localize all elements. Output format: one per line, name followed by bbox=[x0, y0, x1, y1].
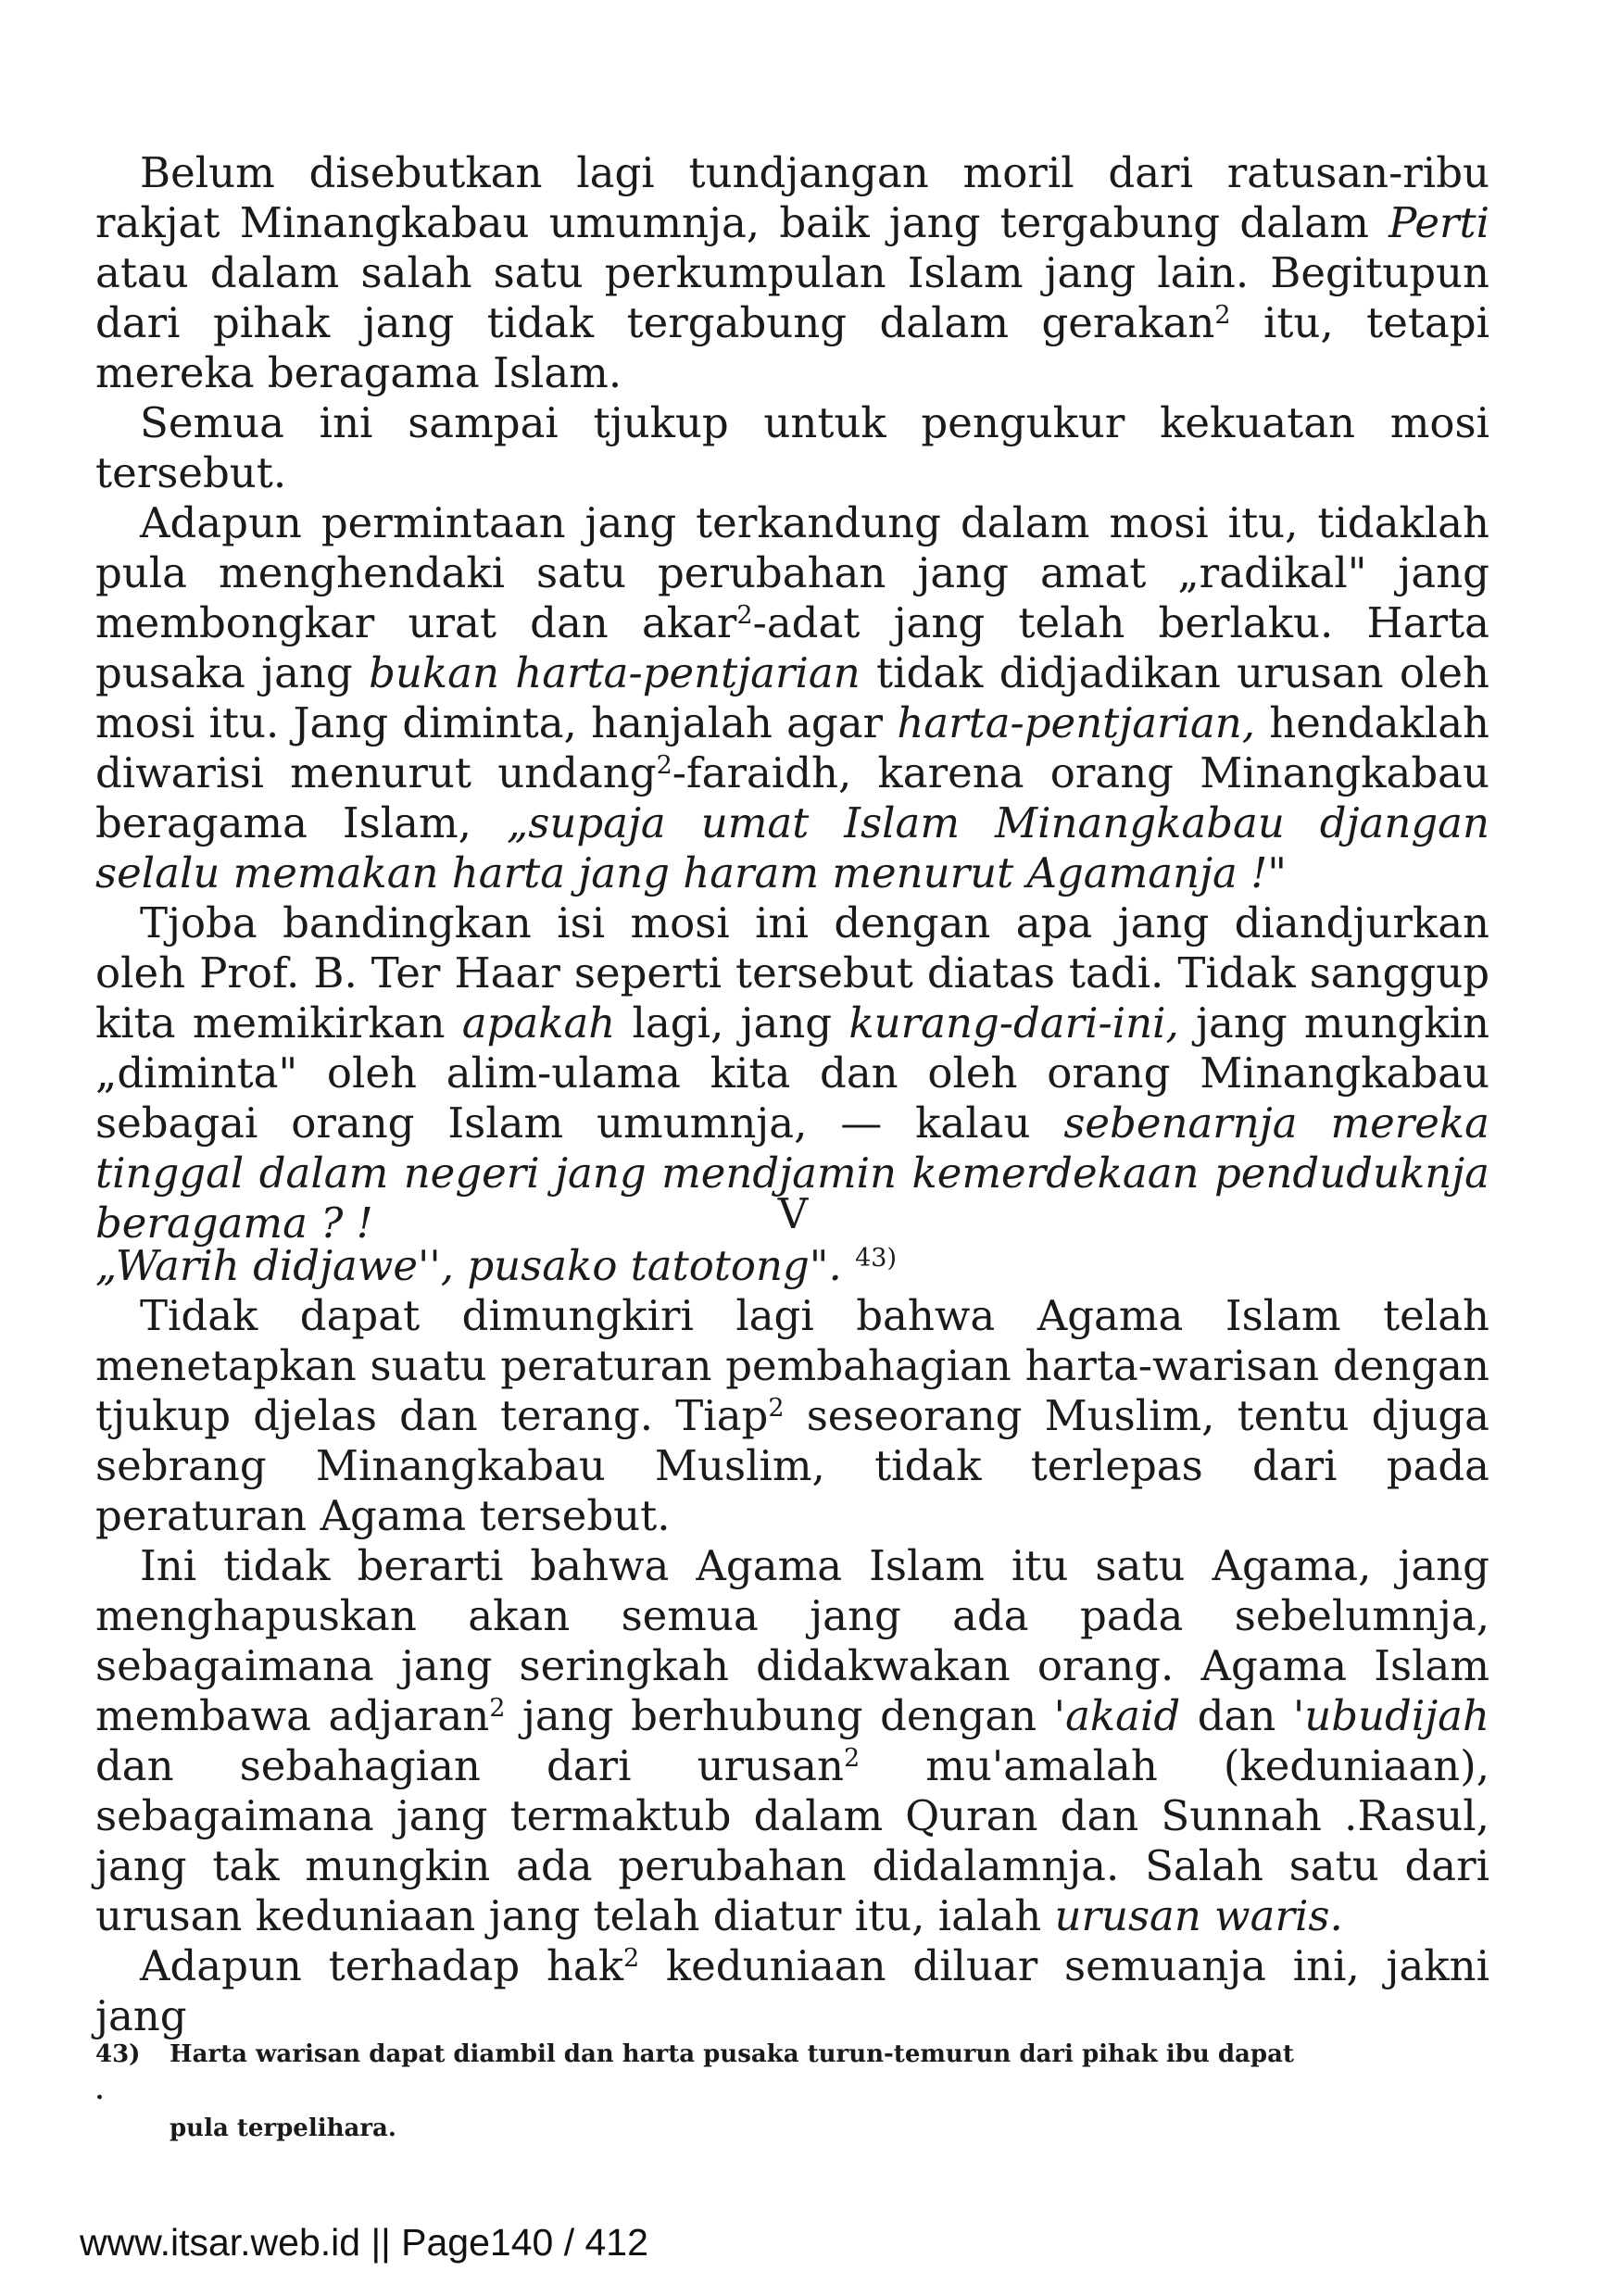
section-subtitle: „Warih didjawe'', pusako tatotong". $^{43)}$ bbox=[95, 1241, 897, 1290]
paragraph-3: Adapun permintaan jang terkandung dalam mosi itu, tidaklah pula menghendaki satu perubahan jang amat „radikal" jang membongkar urat dan akar$^2$-adat jang telah berlaku. Harta pusaka jang bukan harta-pentjarian tidak didjadikan urusan oleh mosi itu. Jang diminta, hanjalah agar harta-pentjarian, hendaklah diwarisi menurut undang$^2$-faraidh, karena orang Minangkabau beragama Islam, „supaja umat Islam Minangkabau djangan selalu memakan harta jang haram menurut Agamanja !" bbox=[95, 498, 1490, 897]
footnote-ref[interactable]: 43) bbox=[855, 1244, 897, 1273]
paragraph-2: Semua ini sampai tjukup untuk pengukur kekuatan mosi tersebut. bbox=[95, 398, 1489, 497]
paragraph-6: Ini tidak berarti bahwa Agama Islam itu satu Agama, jang menghapuskan akan semua jang ada pada sebelumnja, sebagaimana jang seringkah didakwakan orang. Agama Islam membawa adjaran$^2$ jang berhubung dengan 'akaid dan 'ubudijah dan sebahagian dari urusan$^2$ mu'amalah (keduniaan), sebagaimana jang termaktub dalam Quran dan Sunnah .Rasul, jang tak mungkin ada perubahan didalamnja. Salah satu dari urusan keduniaan jang telah diatur itu, ialah urusan waris. bbox=[95, 1541, 1489, 1940]
paragraph-5: Tidak dapat dimungkiri lagi bahwa Agama Islam telah menetapkan suatu peraturan pembahagian harta-warisan dengan tjukup djelas dan terang. Tiap$^2$ seseorang Muslim, tentu djuga sebrang Minangkabau Muslim, tidak terlepas dari pada peraturan Agama tersebut. bbox=[95, 1291, 1489, 1540]
footnote bbox=[95, 2036, 1300, 2147]
paragraph-4: Tjoba bandingkan isi mosi ini dengan apa jang diandjurkan oleh Prof. B. Ter Haar seperti tersebut diatas tadi. Tidak sanggup kita memikirkan apakah lagi, jang kurang-dari-ini, jang mungkin „diminta" oleh alim-ulama kita dan oleh orang Minangkabau sebagai orang Islam umumnja, — kalau sebenarnja mereka tinggal dalam negeri jang mendjamin kemerdekaan penduduknja beragama ? ! bbox=[95, 898, 1489, 1248]
paragraph-1: Belum disebutkan lagi tundjangan moril dari ratusan-ribu rakjat Minangkabau umumnja, baik jang tergabung dalam Perti atau dalam salah satu perkumpulan Islam jang lain. Begitupun dari pihak jang tidak tergabung dalam gerakan$^2$ itu, tetapi mereka beragama Islam. bbox=[95, 148, 1489, 397]
page-footer: www.itsar.web.id || Page140 / 412 bbox=[80, 2221, 648, 2264]
footnote-line-1: 43) Harta warisan dapat diambil dan harta pusaka turun-temurun dari pihak ibu dapat . bbox=[95, 2036, 1300, 2110]
italic-quote: „supaja umat Islam Minangkabau djangan selalu memakan harta jang haram menurut Agamanja !" bbox=[95, 798, 1489, 897]
body-text-upper bbox=[95, 148, 1489, 1248]
section-heading: V bbox=[777, 1189, 809, 1238]
footnote-number: 43) bbox=[95, 2040, 141, 2068]
body-text-lower bbox=[95, 1291, 1489, 2041]
footnote-line-2: pula terpelihara. bbox=[170, 2114, 396, 2142]
italic-perti: Perti bbox=[1389, 198, 1489, 247]
paragraph-7: Adapun terhadap hak$^2$ keduniaan diluar semuanja ini, jakni jang bbox=[95, 1941, 1489, 2040]
